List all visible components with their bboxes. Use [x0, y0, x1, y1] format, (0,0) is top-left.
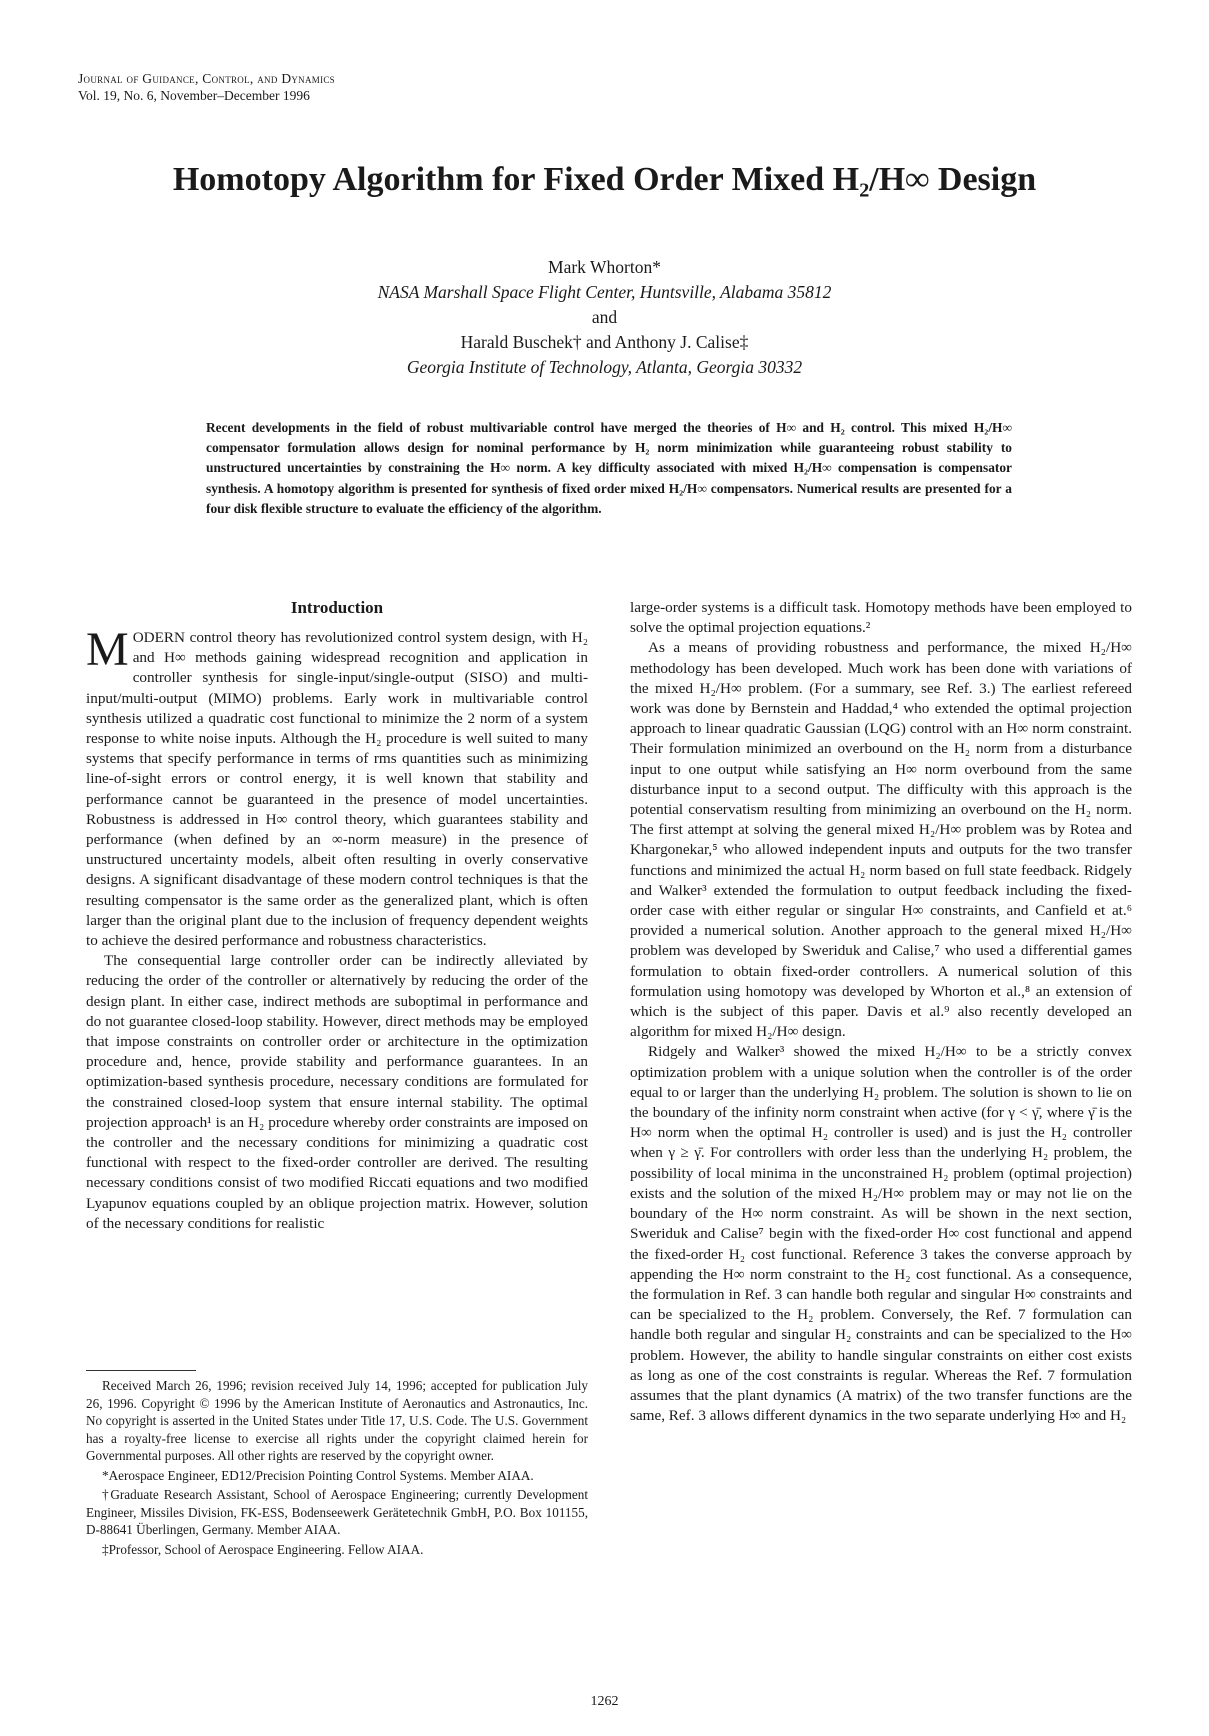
intro-paragraph-continued: large-order systems is a difficult task. Homotopy methods have been employed to solve the optimal projection equations.² [630, 599, 1132, 637]
author-1: Mark Whorton* [548, 257, 661, 277]
footnote-author-3: ‡Professor, School of Aerospace Engineering. Fellow AIAA. [102, 1541, 424, 1557]
author-2: Harald Buschek† and Anthony J. Calise‡ [460, 332, 749, 352]
author-block [0, 255, 1209, 380]
drop-cap: M [86, 623, 129, 676]
footnote-rule [86, 1370, 196, 1371]
page-number: 1262 [590, 1694, 619, 1709]
author-and: and [591, 307, 618, 327]
affiliation-2: Georgia Institute of Technology, Atlanta, Georgia 30332 [406, 357, 803, 377]
section-heading-introduction: Introduction [290, 598, 384, 617]
affiliation-1: NASA Marshall Space Flight Center, Huntsville, Alabama 35812 [377, 282, 832, 302]
paper-title: Homotopy Algorithm for Fixed Order Mixed H₂/H∞ Design [172, 161, 1037, 198]
left-column [86, 598, 588, 1234]
journal-volume: Vol. 19, No. 6, November–December 1996 [78, 88, 310, 103]
intro-paragraph-2: The consequential large controller order can be indirectly alleviated by reducing the order of the controller or alternatively by reducing the order of the design plant. In either case, indirect methods are suboptimal in performance and do not guarantee closed-loop stability. However, direct methods may be employed that impose constraints on controller order or architecture in the optimization procedure and, hence, provide stability and performance guarantees. In an optimization-based synthesis procedure, necessary conditions are formulated for the constrained closed-loop system that ensure internal stability. The optimal projection approach¹ is an H₂ procedure whereby order constraints are imposed on the controller and the necessary conditions for minimizing a quadratic cost functional with respect to the fixed-order controller are derived. The resulting necessary conditions consist of two modified Riccati equations and two modified Lyapunov equations coupled by an oblique projection matrix. However, solution of the necessary conditions for realistic [86, 952, 588, 1232]
journal-header [78, 70, 335, 104]
intro-paragraph-1 [86, 623, 588, 951]
intro-paragraph-4: Ridgely and Walker³ showed the mixed H₂/H∞ to be a strictly convex optimization problem with a unique solution when the controller is of the order equal to or larger than the underlying H₂ problem. The solution is shown to lie on the boundary of the infinity norm constraint when active (for γ < γ̄, where γ̄ is the H∞ norm when the optimal H₂ controller is used) and is just the H₂ controller when γ ≥ γ̄. For controllers with order less than the underlying H₂ problem, the possibility of local minima in the unconstrained H₂ problem (optimal projection) exists and the solution of the mixed H₂/H∞ problem may or may not lie on the boundary of the H∞ norm constraint. As will be shown in the next section, Sweriduk and Calise⁷ begin with the fixed-order H∞ cost functional and append the fixed-order H₂ cost functional. Reference 3 takes the converse approach by appending the H∞ norm constraint to the H₂ cost functional. As a consequence, the formulation in Ref. 3 can handle both regular and singular H∞ constraints and can be specialized to the H₂ problem. Conversely, the Ref. 7 formulation can handle both regular and singular H₂ constraints and can be specialized to the H∞ problem. However, the ability to handle singular constraints on either cost exists as long as one of the cost constraints is regular. Whereas the Ref. 7 formulation assumes that the plant dynamics (A matrix) of the two transfer functions are the same, Ref. 3 allows different dynamics in the two separate underlying H∞ and H₂ [630, 1043, 1132, 1425]
right-column [630, 598, 1132, 1426]
abstract [206, 418, 1012, 519]
intro-paragraph-3: As a means of providing robustness and performance, the mixed H₂/H∞ methodology has been developed. Much work has been done with variations of the mixed H₂/H∞ problem. (For a summary, see Ref. 3.) The earliest refereed work was done by Bernstein and Haddad,⁴ who extended the optimal projection approach to linear quadratic Gaussian (LQG) control with an H∞ norm constraint. Their formulation minimized an overbound on the H₂ norm from a disturbance input to one output while satisfying an H∞ norm overbound from the same disturbance input to a second output. The difficulty with this approach is the potential conservatism resulting from minimizing an overbound on the H₂ norm. The first attempt at solving the general mixed H₂/H∞ problem was by Rotea and Khargonekar,⁵ who allowed independent inputs and outputs for the two transfer functions and minimized the actual H₂ norm based on full state feedback. Ridgely and Walker³ extended the formulation to output feedback including the fixed-order case with either regular or singular H∞ constraints, and Canfield et at.⁶ provided a numerical solution. Another approach to the general mixed H₂/H∞ problem was developed by Sweriduk and Calise,⁷ who used a differential games formulation to obtain fixed-order controllers. A numerical solution of this formulation using homotopy was developed by Whorton et al.,⁸ an extension of which is the subject of this paper. Davis et al.⁹ also recently developed an algorithm for mixed H₂/H∞ design. [630, 639, 1132, 1041]
footnote-received: Received March 26, 1996; revision received July 14, 1996; accepted for publication July 26, 1996. Copyright © 1996 by the American Institute of Aeronautics and Astronautics, Inc. No copyright is asserted in the United States under Title 17, U.S. Code. The U.S. Government has a royalty-free license to exercise all rights under the copyright claimed herein for Governmental purposes. All other rights are reserved by the copyright owner. [86, 1378, 588, 1463]
intro-p1-text: ODERN control theory has revolutionized control system design, with H₂ and H∞ methods gaining widespread recognition and application in controller synthesis for single-input/single-output (SISO) and multi-input/multi-output (MIMO) problems. Early work in multivariable control synthesis utilized a quadratic cost functional to minimize the 2 norm of a system response to white noise inputs. Although the H₂ procedure is well suited to many systems that specify performance in terms of rms quantities such as minimizing line-of-sight errors or control energy, it is well known that stability and performance cannot be guaranteed in the presence of model uncertainties. Robustness is addressed in H∞ control theory, which guarantees stability and performance (when defined by an ∞-norm measure) in the presence of unstructured uncertainty models, albeit often resulting in overly conservative designs. A significant disadvantage of these modern control techniques is that the resulting compensator is the same order as the generalized plant, which is often larger than the original plant due to the inclusion of frequency dependent weights to achieve the desired performance and robustness characteristics. [86, 629, 588, 950]
footnote-author-2: †Graduate Research Assistant, School of Aerospace Engineering; currently Development Engineer, Missiles Division, FK-ESS, Bodenseewerk Gerätetechnik GmbH, P.O. Box 101155, D-88641 Überlingen, Germany. Member AIAA. [86, 1487, 588, 1537]
footnotes [86, 1370, 588, 1560]
abstract-text: Recent developments in the field of robust multivariable control have merged the theories of H∞ and H₂ control. This mixed H₂/H∞ compensator formulation allows design for nominal performance by H₂ norm minimization while guaranteeing robust stability to unstructured uncertainties by constraining the H∞ norm. A key difficulty associated with mixed H₂/H∞ compensation is compensator synthesis. A homotopy algorithm is presented for synthesis of fixed order mixed H₂/H∞ compensators. Numerical results are presented for a four disk flexible structure to evaluate the efficiency of the algorithm. [206, 420, 1012, 516]
journal-name: Journal of Guidance, Control, and Dynamics [78, 71, 335, 86]
footnote-author-1: *Aerospace Engineer, ED12/Precision Pointing Control Systems. Member AIAA. [102, 1467, 534, 1483]
